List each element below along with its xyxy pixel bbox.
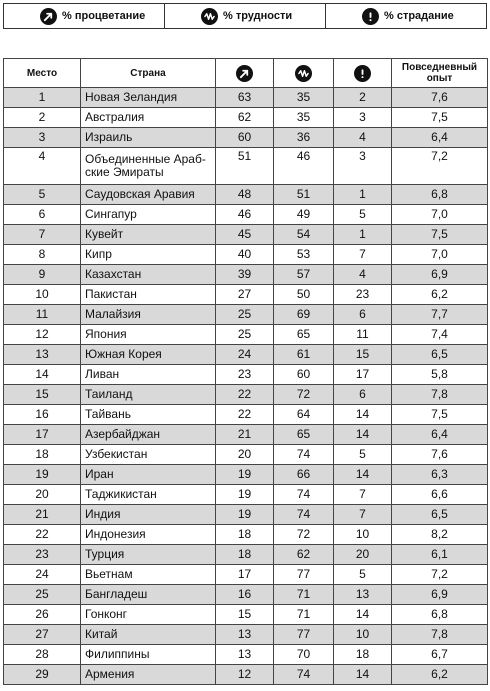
country-cell bbox=[81, 148, 216, 185]
rank-cell: 8 bbox=[4, 245, 81, 265]
table-row bbox=[4, 345, 488, 365]
table-row bbox=[4, 485, 488, 505]
suffering-cell: 6 bbox=[334, 305, 392, 325]
struggling-cell: 62 bbox=[274, 545, 334, 565]
rank-cell: 23 bbox=[4, 545, 81, 565]
header-country: Страна bbox=[81, 59, 216, 88]
suffering-cell: 1 bbox=[334, 225, 392, 245]
struggling-cell: 35 bbox=[274, 88, 334, 108]
struggling-cell: 74 bbox=[274, 505, 334, 525]
country-cell: Индия bbox=[81, 505, 216, 525]
rank-cell: 26 bbox=[4, 605, 81, 625]
suffering-cell: 23 bbox=[334, 285, 392, 305]
daily-cell: 6,3 bbox=[392, 465, 488, 485]
suffering-cell: 7 bbox=[334, 485, 392, 505]
header-suffering bbox=[334, 59, 392, 88]
suffering-cell: 15 bbox=[334, 345, 392, 365]
table-row bbox=[4, 525, 488, 545]
table-row bbox=[4, 625, 488, 645]
daily-cell: 7,5 bbox=[392, 225, 488, 245]
legend-suffering-label: % страдание bbox=[384, 10, 454, 22]
suffering-cell: 20 bbox=[334, 545, 392, 565]
table-row bbox=[4, 185, 488, 205]
struggling-cell: 50 bbox=[274, 285, 334, 305]
struggling-cell: 66 bbox=[274, 465, 334, 485]
struggling-cell: 35 bbox=[274, 108, 334, 128]
struggling-cell: 74 bbox=[274, 665, 334, 685]
thriving-cell: 45 bbox=[216, 225, 274, 245]
thriving-cell: 21 bbox=[216, 425, 274, 445]
table-row bbox=[4, 365, 488, 385]
suffering-cell: 6 bbox=[334, 385, 392, 405]
thriving-cell: 22 bbox=[216, 385, 274, 405]
legend-thriving-label: % процветание bbox=[62, 10, 146, 22]
table-row bbox=[4, 108, 488, 128]
suffering-cell: 7 bbox=[334, 505, 392, 525]
struggling-cell: 57 bbox=[274, 265, 334, 285]
struggling-cell: 71 bbox=[274, 585, 334, 605]
daily-cell: 6,8 bbox=[392, 605, 488, 625]
thriving-cell: 19 bbox=[216, 485, 274, 505]
table-row bbox=[4, 445, 488, 465]
rank-cell: 1 bbox=[4, 88, 81, 108]
rank-cell: 15 bbox=[4, 385, 81, 405]
daily-cell: 7,4 bbox=[392, 325, 488, 345]
daily-cell: 6,4 bbox=[392, 425, 488, 445]
daily-cell: 6,8 bbox=[392, 185, 488, 205]
daily-cell: 6,5 bbox=[392, 345, 488, 365]
daily-cell: 7,6 bbox=[392, 445, 488, 465]
daily-cell: 7,0 bbox=[392, 245, 488, 265]
legend-struggling bbox=[164, 4, 325, 28]
rank-cell: 24 bbox=[4, 565, 81, 585]
suffering-cell: 4 bbox=[334, 128, 392, 148]
suffering-cell: 18 bbox=[334, 645, 392, 665]
struggling-cell: 69 bbox=[274, 305, 334, 325]
thriving-cell: 39 bbox=[216, 265, 274, 285]
country-cell: Азербайджан bbox=[81, 425, 216, 445]
country-cell: Китай bbox=[81, 625, 216, 645]
table-row bbox=[4, 148, 488, 185]
exclamation-icon bbox=[362, 8, 379, 25]
table-body bbox=[4, 88, 488, 685]
header-struggling bbox=[274, 59, 334, 88]
rank-cell: 25 bbox=[4, 585, 81, 605]
wave-icon bbox=[201, 8, 218, 25]
country-cell: Ливан bbox=[81, 365, 216, 385]
struggling-cell: 61 bbox=[274, 345, 334, 365]
table-row bbox=[4, 605, 488, 625]
country-cell: Узбекистан bbox=[81, 445, 216, 465]
thriving-cell: 18 bbox=[216, 525, 274, 545]
struggling-cell: 77 bbox=[274, 625, 334, 645]
header-rank: Место bbox=[4, 59, 81, 88]
country-cell: Бангладеш bbox=[81, 585, 216, 605]
thriving-cell: 62 bbox=[216, 108, 274, 128]
thriving-cell: 18 bbox=[216, 545, 274, 565]
arrow-up-right-icon bbox=[40, 8, 57, 25]
country-cell: Сингапур bbox=[81, 205, 216, 225]
rank-cell: 9 bbox=[4, 265, 81, 285]
daily-cell: 6,1 bbox=[392, 545, 488, 565]
thriving-cell: 15 bbox=[216, 605, 274, 625]
daily-cell: 7,8 bbox=[392, 385, 488, 405]
daily-cell: 7,2 bbox=[392, 565, 488, 585]
daily-cell: 6,6 bbox=[392, 485, 488, 505]
rank-cell: 16 bbox=[4, 405, 81, 425]
thriving-cell: 60 bbox=[216, 128, 274, 148]
legend-suffering bbox=[325, 4, 486, 28]
struggling-cell: 71 bbox=[274, 605, 334, 625]
suffering-cell: 13 bbox=[334, 585, 392, 605]
rank-cell: 3 bbox=[4, 128, 81, 148]
daily-cell: 6,4 bbox=[392, 128, 488, 148]
table-header-row bbox=[4, 59, 488, 88]
country-cell: Гонконг bbox=[81, 605, 216, 625]
thriving-cell: 12 bbox=[216, 665, 274, 685]
suffering-cell: 14 bbox=[334, 465, 392, 485]
rank-cell: 17 bbox=[4, 425, 81, 445]
thriving-cell: 48 bbox=[216, 185, 274, 205]
country-cell: Южная Корея bbox=[81, 345, 216, 365]
legend-thriving bbox=[4, 4, 164, 28]
rank-cell: 5 bbox=[4, 185, 81, 205]
daily-cell: 7,5 bbox=[392, 108, 488, 128]
country-cell: Япония bbox=[81, 325, 216, 345]
thriving-cell: 17 bbox=[216, 565, 274, 585]
table-row bbox=[4, 385, 488, 405]
thriving-cell: 63 bbox=[216, 88, 274, 108]
country-cell: Таджикистан bbox=[81, 485, 216, 505]
struggling-cell: 54 bbox=[274, 225, 334, 245]
struggling-cell: 65 bbox=[274, 325, 334, 345]
country-cell: Иран bbox=[81, 465, 216, 485]
daily-cell: 8,2 bbox=[392, 525, 488, 545]
legend bbox=[3, 3, 487, 29]
table-row bbox=[4, 245, 488, 265]
thriving-cell: 23 bbox=[216, 365, 274, 385]
thriving-cell: 19 bbox=[216, 505, 274, 525]
daily-cell: 7,5 bbox=[392, 405, 488, 425]
thriving-cell: 46 bbox=[216, 205, 274, 225]
daily-cell: 6,7 bbox=[392, 645, 488, 665]
table-row bbox=[4, 88, 488, 108]
table-row bbox=[4, 325, 488, 345]
thriving-cell: 27 bbox=[216, 285, 274, 305]
suffering-cell: 4 bbox=[334, 265, 392, 285]
rank-cell: 19 bbox=[4, 465, 81, 485]
country-cell: Казахстан bbox=[81, 265, 216, 285]
daily-cell: 7,7 bbox=[392, 305, 488, 325]
suffering-cell: 10 bbox=[334, 525, 392, 545]
rank-cell: 20 bbox=[4, 485, 81, 505]
rank-cell: 27 bbox=[4, 625, 81, 645]
wave-icon bbox=[295, 65, 312, 82]
thriving-cell: 22 bbox=[216, 405, 274, 425]
thriving-cell: 25 bbox=[216, 325, 274, 345]
country-cell: Филиппины bbox=[81, 645, 216, 665]
suffering-cell: 3 bbox=[334, 108, 392, 128]
struggling-cell: 74 bbox=[274, 445, 334, 465]
suffering-cell: 10 bbox=[334, 625, 392, 645]
suffering-cell: 11 bbox=[334, 325, 392, 345]
table-row bbox=[4, 465, 488, 485]
country-cell: Малайзия bbox=[81, 305, 216, 325]
suffering-cell: 5 bbox=[334, 565, 392, 585]
suffering-cell: 5 bbox=[334, 205, 392, 225]
table-row bbox=[4, 505, 488, 525]
arrow-up-right-icon bbox=[236, 65, 253, 82]
rank-cell: 10 bbox=[4, 285, 81, 305]
daily-cell: 7,6 bbox=[392, 88, 488, 108]
country-cell: Турция bbox=[81, 545, 216, 565]
rank-cell: 7 bbox=[4, 225, 81, 245]
rank-cell: 28 bbox=[4, 645, 81, 665]
thriving-cell: 25 bbox=[216, 305, 274, 325]
struggling-cell: 49 bbox=[274, 205, 334, 225]
rank-cell: 11 bbox=[4, 305, 81, 325]
daily-cell: 7,2 bbox=[392, 148, 488, 185]
header-thriving bbox=[216, 59, 274, 88]
struggling-cell: 65 bbox=[274, 425, 334, 445]
rank-cell: 21 bbox=[4, 505, 81, 525]
country-cell: Армения bbox=[81, 665, 216, 685]
rank-cell: 2 bbox=[4, 108, 81, 128]
struggling-cell: 70 bbox=[274, 645, 334, 665]
thriving-cell: 20 bbox=[216, 445, 274, 465]
table-row bbox=[4, 565, 488, 585]
wellbeing-table bbox=[3, 58, 488, 685]
country-cell: Кипр bbox=[81, 245, 216, 265]
table-row bbox=[4, 305, 488, 325]
rank-cell: 29 bbox=[4, 665, 81, 685]
suffering-cell: 5 bbox=[334, 445, 392, 465]
thriving-cell: 40 bbox=[216, 245, 274, 265]
table-row bbox=[4, 545, 488, 565]
rank-cell: 6 bbox=[4, 205, 81, 225]
suffering-cell: 2 bbox=[334, 88, 392, 108]
daily-cell: 6,9 bbox=[392, 585, 488, 605]
struggling-cell: 72 bbox=[274, 385, 334, 405]
country-cell: Пакистан bbox=[81, 285, 216, 305]
struggling-cell: 53 bbox=[274, 245, 334, 265]
daily-cell: 5,8 bbox=[392, 365, 488, 385]
exclamation-icon bbox=[354, 65, 371, 82]
daily-cell: 6,5 bbox=[392, 505, 488, 525]
struggling-cell: 60 bbox=[274, 365, 334, 385]
suffering-cell: 14 bbox=[334, 425, 392, 445]
table-row bbox=[4, 665, 488, 685]
country-cell: Тайвань bbox=[81, 405, 216, 425]
thriving-cell: 24 bbox=[216, 345, 274, 365]
suffering-cell: 14 bbox=[334, 605, 392, 625]
table-row bbox=[4, 225, 488, 245]
legend-struggling-label: % трудности bbox=[223, 10, 293, 22]
daily-cell: 6,2 bbox=[392, 665, 488, 685]
country-cell: Израиль bbox=[81, 128, 216, 148]
thriving-cell: 13 bbox=[216, 645, 274, 665]
rank-cell: 18 bbox=[4, 445, 81, 465]
table-row bbox=[4, 645, 488, 665]
thriving-cell: 13 bbox=[216, 625, 274, 645]
country-line-2: ские Эмираты bbox=[85, 165, 164, 179]
country-cell: Австралия bbox=[81, 108, 216, 128]
rank-cell: 4 bbox=[4, 148, 81, 185]
thriving-cell: 51 bbox=[216, 148, 274, 185]
struggling-cell: 72 bbox=[274, 525, 334, 545]
table-row bbox=[4, 585, 488, 605]
rank-cell: 14 bbox=[4, 365, 81, 385]
daily-cell: 6,2 bbox=[392, 285, 488, 305]
country-line-1: Объединенные Араб- bbox=[85, 152, 206, 166]
thriving-cell: 19 bbox=[216, 465, 274, 485]
country-cell: Саудовская Аравия bbox=[81, 185, 216, 205]
rank-cell: 12 bbox=[4, 325, 81, 345]
daily-cell: 6,9 bbox=[392, 265, 488, 285]
daily-cell: 7,0 bbox=[392, 205, 488, 225]
struggling-cell: 51 bbox=[274, 185, 334, 205]
rank-cell: 13 bbox=[4, 345, 81, 365]
table-row bbox=[4, 265, 488, 285]
table-row bbox=[4, 285, 488, 305]
header-daily-experience: Повседневный опыт bbox=[392, 59, 488, 88]
table-row bbox=[4, 205, 488, 225]
suffering-cell: 1 bbox=[334, 185, 392, 205]
suffering-cell: 14 bbox=[334, 665, 392, 685]
table-row bbox=[4, 128, 488, 148]
daily-cell: 7,8 bbox=[392, 625, 488, 645]
country-cell: Таиланд bbox=[81, 385, 216, 405]
table-row bbox=[4, 425, 488, 445]
country-cell: Новая Зеландия bbox=[81, 88, 216, 108]
suffering-cell: 17 bbox=[334, 365, 392, 385]
table-row bbox=[4, 405, 488, 425]
struggling-cell: 46 bbox=[274, 148, 334, 185]
struggling-cell: 77 bbox=[274, 565, 334, 585]
suffering-cell: 3 bbox=[334, 148, 392, 185]
rank-cell: 22 bbox=[4, 525, 81, 545]
country-cell: Кувейт bbox=[81, 225, 216, 245]
struggling-cell: 36 bbox=[274, 128, 334, 148]
suffering-cell: 14 bbox=[334, 405, 392, 425]
country-cell: Индонезия bbox=[81, 525, 216, 545]
struggling-cell: 74 bbox=[274, 485, 334, 505]
suffering-cell: 7 bbox=[334, 245, 392, 265]
country-cell: Вьетнам bbox=[81, 565, 216, 585]
thriving-cell: 16 bbox=[216, 585, 274, 605]
struggling-cell: 64 bbox=[274, 405, 334, 425]
